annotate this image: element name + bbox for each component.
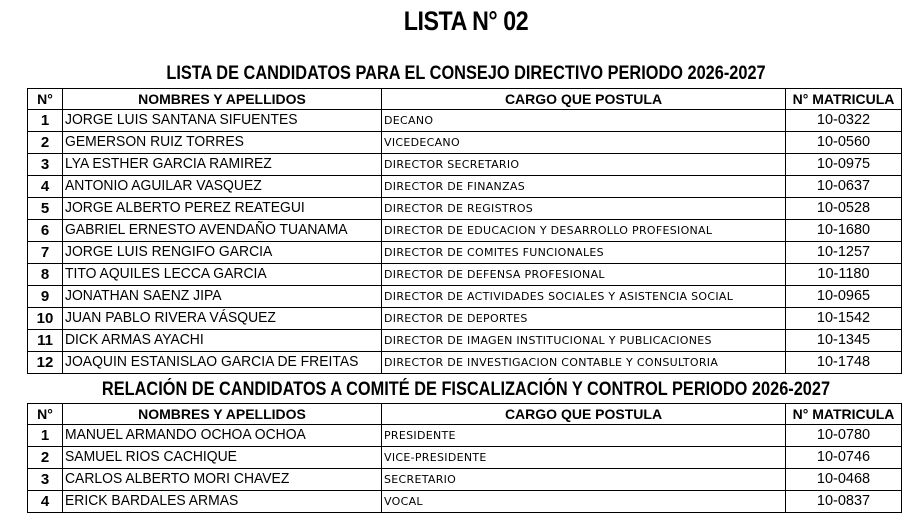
candidate-matricula: 10-1345: [786, 330, 902, 352]
row-number: 4: [28, 176, 63, 198]
candidate-matricula: 10-0468: [786, 469, 902, 491]
candidate-name: [63, 330, 382, 352]
table-row: [28, 154, 902, 176]
table-row: [28, 425, 902, 447]
candidate-matricula: 10-1680: [786, 220, 902, 242]
row-number: 7: [28, 242, 63, 264]
row-number: 12: [28, 352, 63, 374]
table-row: [28, 491, 902, 513]
candidate-matricula: 10-0637: [786, 176, 902, 198]
table-row: [28, 198, 902, 220]
candidate-name-text: ERICK BARDALES ARMAS: [65, 493, 239, 509]
candidate-position: DIRECTOR DE DEFENSA PROFESIONAL: [382, 264, 786, 286]
candidate-name: [63, 176, 382, 198]
candidate-name-text: TITO AQUILES LECCA GARCIA: [65, 266, 267, 282]
consejo-directivo-rows: [28, 110, 902, 374]
row-number: 1: [28, 425, 63, 447]
table-row: [28, 308, 902, 330]
row-number: 2: [28, 447, 63, 469]
table-row: [28, 176, 902, 198]
candidate-position: DIRECTOR DE DEPORTES: [382, 308, 786, 330]
candidate-name: [63, 447, 382, 469]
row-number: 8: [28, 264, 63, 286]
candidate-name-text: GEMERSON RUIZ TORRES: [65, 134, 244, 150]
header-num: N°: [28, 89, 63, 110]
candidate-name-text: JORGE ALBERTO PEREZ REATEGUI: [65, 200, 305, 216]
candidate-position: DIRECTOR SECRETARIO: [382, 154, 786, 176]
row-number: 5: [28, 198, 63, 220]
candidate-matricula: 10-1748: [786, 352, 902, 374]
candidate-name: [63, 469, 382, 491]
candidate-position: VOCAL: [382, 491, 786, 513]
table-header-row: [28, 404, 902, 425]
consejo-directivo-title: LISTA DE CANDIDATOS PARA EL CONSEJO DIRECTIVO PERIODO 2026-2027: [166, 63, 766, 84]
candidate-position: DIRECTOR DE COMITES FUNCIONALES: [382, 242, 786, 264]
candidate-name: [63, 132, 382, 154]
candidate-position: DIRECTOR DE INVESTIGACION CONTABLE Y CONSULTORIA: [382, 352, 786, 374]
row-number: 1: [28, 110, 63, 132]
candidate-matricula: 10-0837: [786, 491, 902, 513]
candidate-name: [63, 425, 382, 447]
candidate-matricula: 10-0322: [786, 110, 902, 132]
header-cargo: CARGO QUE POSTULA: [382, 89, 786, 110]
candidate-name-text: JORGE LUIS SANTANA SIFUENTES: [65, 112, 298, 128]
header-matricula: N° MATRICULA: [786, 404, 902, 425]
candidate-name: [63, 264, 382, 286]
candidate-position: DECANO: [382, 110, 786, 132]
consejo-directivo-table: [27, 88, 902, 374]
candidate-matricula: 10-0975: [786, 154, 902, 176]
candidate-position: PRESIDENTE: [382, 425, 786, 447]
row-number: 2: [28, 132, 63, 154]
candidate-name-text: JORGE LUIS RENGIFO GARCIA: [65, 244, 273, 260]
header-name: NOMBRES Y APELLIDOS: [63, 89, 382, 110]
candidate-name-text: ANTONIO AGUILAR VASQUEZ: [65, 178, 262, 194]
candidate-matricula: 10-0965: [786, 286, 902, 308]
candidate-matricula: 10-0528: [786, 198, 902, 220]
candidate-matricula: 10-0560: [786, 132, 902, 154]
table-row: [28, 242, 902, 264]
candidate-matricula: 10-1180: [786, 264, 902, 286]
row-number: 10: [28, 308, 63, 330]
candidate-name: [63, 308, 382, 330]
candidate-matricula: 10-0746: [786, 447, 902, 469]
row-number: 6: [28, 220, 63, 242]
candidate-position: DIRECTOR DE FINANZAS: [382, 176, 786, 198]
candidate-name-text: SAMUEL RIOS CACHIQUE: [65, 449, 237, 465]
table-row: [28, 286, 902, 308]
table-row: [28, 220, 902, 242]
candidate-name-text: MANUEL ARMANDO OCHOA OCHOA: [65, 427, 306, 443]
candidate-name-text: CARLOS ALBERTO MORI CHAVEZ: [65, 471, 290, 487]
comite-fiscalizacion-rows: [28, 425, 902, 513]
table-row: [28, 330, 902, 352]
row-number: 4: [28, 491, 63, 513]
row-number: 3: [28, 469, 63, 491]
candidate-matricula: 10-0780: [786, 425, 902, 447]
candidate-position: DIRECTOR DE ACTIVIDADES SOCIALES Y ASISTENCIA SOCIAL: [382, 286, 786, 308]
candidate-position: SECRETARIO: [382, 469, 786, 491]
candidate-name-text: JONATHAN SAENZ JIPA: [65, 288, 222, 304]
candidate-name: [63, 491, 382, 513]
table-row: [28, 352, 902, 374]
candidate-position: DIRECTOR DE IMAGEN INSTITUCIONAL Y PUBLICACIONES: [382, 330, 786, 352]
comite-fiscalizacion-table: [27, 403, 902, 513]
candidate-name-text: JOAQUIN ESTANISLAO GARCIA DE FREITAS: [65, 354, 359, 370]
header-cargo: CARGO QUE POSTULA: [382, 404, 786, 425]
candidate-position: DIRECTOR DE EDUCACION Y DESARROLLO PROFESIONAL: [382, 220, 786, 242]
table-header-row: [28, 89, 902, 110]
comite-fiscalizacion-title: RELACIÓN DE CANDIDATOS A COMITÉ DE FISCALIZACIÓN Y CONTROL PERIODO 2026-2027: [101, 379, 831, 400]
candidate-position: VICE-PRESIDENTE: [382, 447, 786, 469]
table-row: [28, 132, 902, 154]
candidate-position: VICEDECANO: [382, 132, 786, 154]
header-matricula: N° MATRICULA: [786, 89, 902, 110]
candidate-name-text: DICK ARMAS AYACHI: [65, 332, 204, 348]
candidate-name-text: JUAN PABLO RIVERA VÁSQUEZ: [65, 310, 276, 326]
table-row: [28, 264, 902, 286]
candidate-position: DIRECTOR DE REGISTROS: [382, 198, 786, 220]
candidate-name: [63, 154, 382, 176]
table-row: [28, 469, 902, 491]
candidate-name: [63, 198, 382, 220]
header-num: N°: [28, 404, 63, 425]
candidate-name: [63, 110, 382, 132]
candidate-name-text: LYA ESTHER GARCIA RAMIREZ: [65, 156, 272, 172]
candidate-name: [63, 242, 382, 264]
row-number: 11: [28, 330, 63, 352]
candidate-name-text: GABRIEL ERNESTO AVENDAÑO TUANAMA: [65, 222, 348, 238]
candidate-name: [63, 352, 382, 374]
candidate-name: [63, 286, 382, 308]
main-title: LISTA N° 02: [403, 6, 529, 36]
row-number: 3: [28, 154, 63, 176]
candidate-matricula: 10-1257: [786, 242, 902, 264]
row-number: 9: [28, 286, 63, 308]
table-row: [28, 110, 902, 132]
table-row: [28, 447, 902, 469]
header-name: NOMBRES Y APELLIDOS: [63, 404, 382, 425]
candidate-matricula: 10-1542: [786, 308, 902, 330]
candidate-name: [63, 220, 382, 242]
